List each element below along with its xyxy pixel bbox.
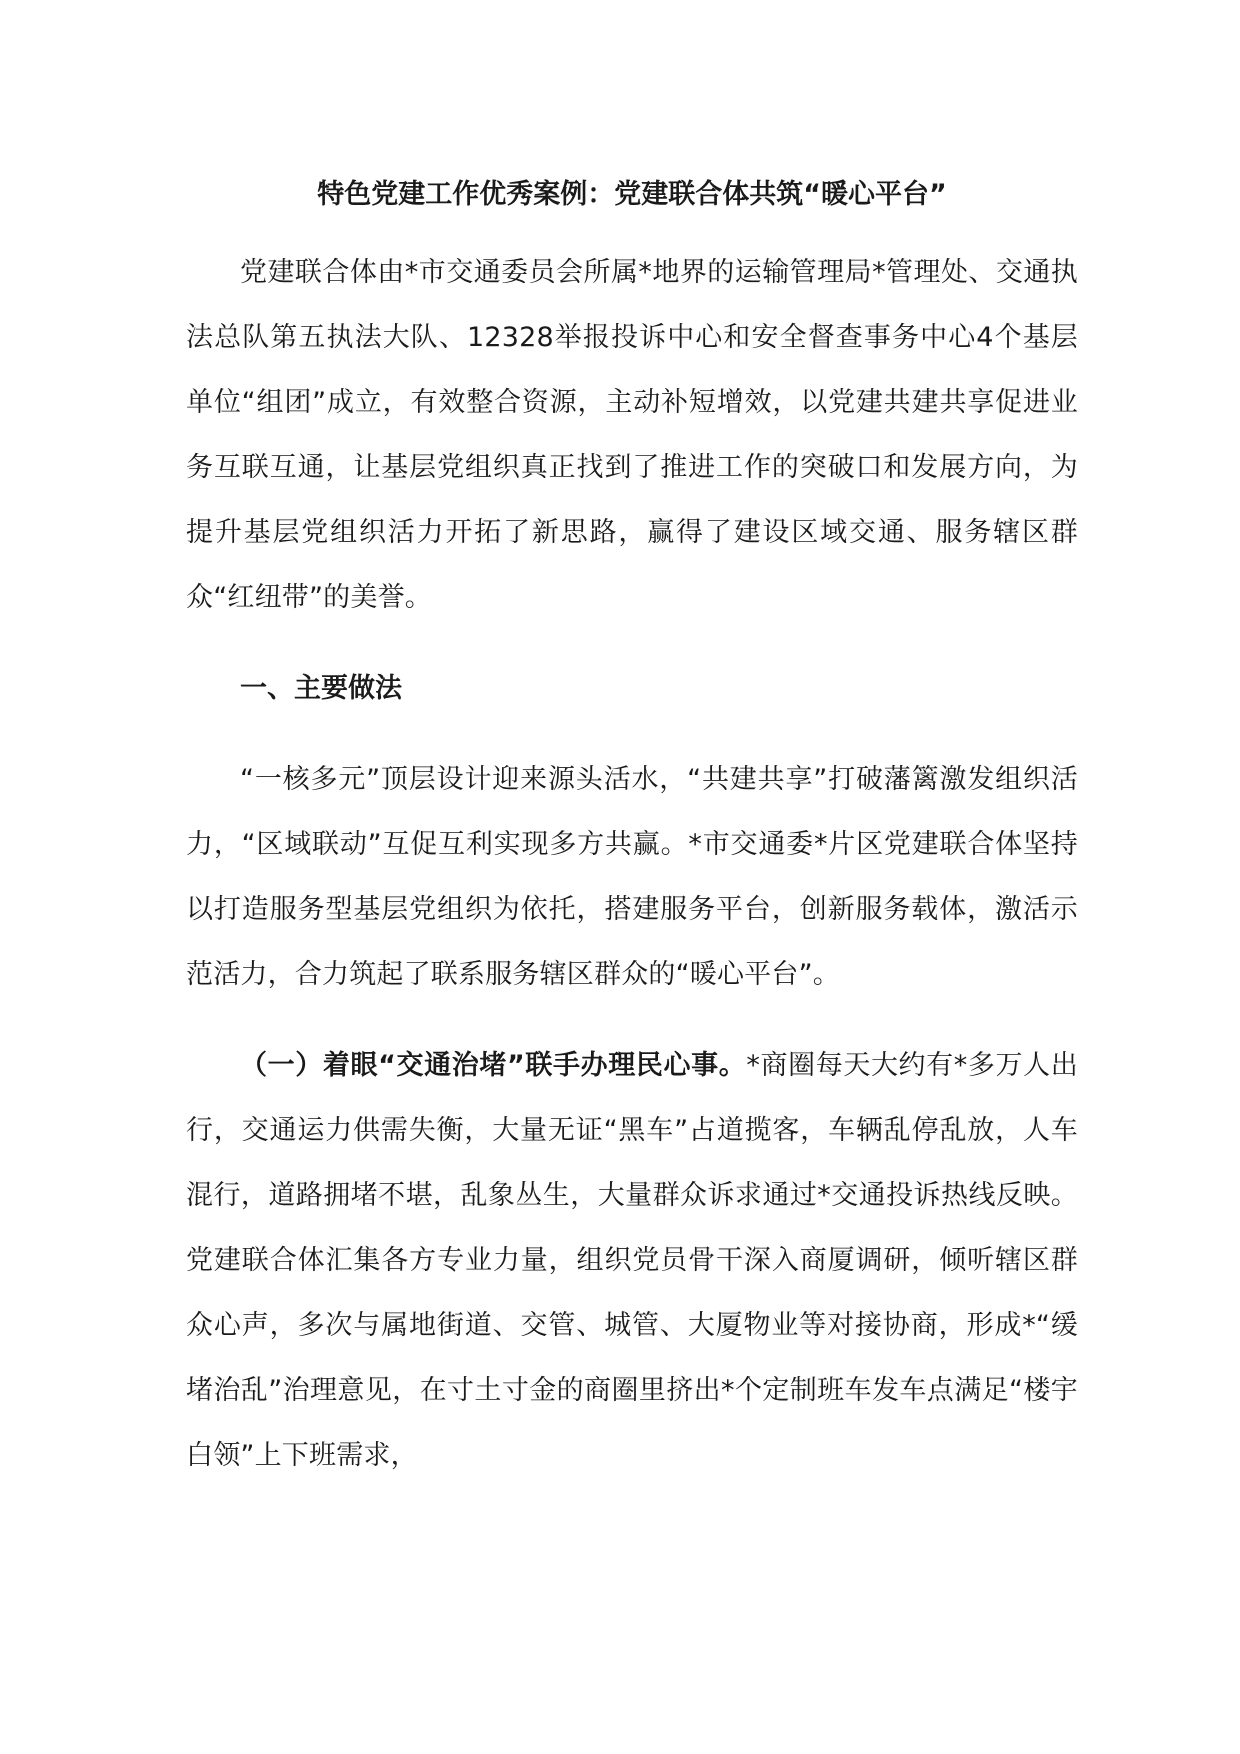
section-heading: 一、主要做法 <box>240 673 402 704</box>
subsection-text: *商圈每天大约有*多万人出行，交通运力供需失衡，大量无证“黑车”占道揽客，车辆乱停乱放，人车混行，道路拥堵不堪，乱象丛生，大量群众诉求通过*交通投诉热线反映。党建联合体汇集各方专业力量，组织党员骨干深入商厦调研，倾听辖区群众心声，多次与属地街道、交管、城管、大厦物业等对接协商，形成*“缓堵治乱”治理意见，在寸土寸金的商圈里挤出*个定制班车发车点满足“楼宇白领”上下班需求， <box>186 1050 1078 1471</box>
section-spacer <box>186 721 1078 747</box>
section-spacer <box>186 1007 1078 1033</box>
section-spacer <box>186 630 1078 656</box>
document-title: 特色党建工作优秀案例：党建联合体共筑“暖心平台” <box>317 179 947 210</box>
document-body <box>186 175 1078 1488</box>
subsection-paragraph <box>186 1033 1078 1488</box>
intro-paragraph: 党建联合体由*市交通委员会所属*地界的运输管理局*管理处、交通执法总队第五执法大队、12328举报投诉中心和安全督查事务中心4个基层单位“组团”成立，有效整合资源，主动补短增效，以党建共建共享促进业务互联互通，让基层党组织真正找到了推进工作的突破口和发展方向，为提升基层党组织活力开拓了新思路，赢得了建设区域交通、服务辖区群众“红纽带”的美誉。 <box>186 257 1078 613</box>
subsection-heading: （一）着眼“交通治堵”联手办理民心事。 <box>240 1050 747 1081</box>
section-paragraph: “一核多元”顶层设计迎来源头活水，“共建共享”打破藩篱激发组织活力，“区域联动”互促互利实现多方共赢。*市交通委*片区党建联合体坚持以打造服务型基层党组织为依托，搭建服务平台，创新服务载体，激活示范活力，合力筑起了联系服务辖区群众的“暖心平台”。 <box>186 764 1078 990</box>
